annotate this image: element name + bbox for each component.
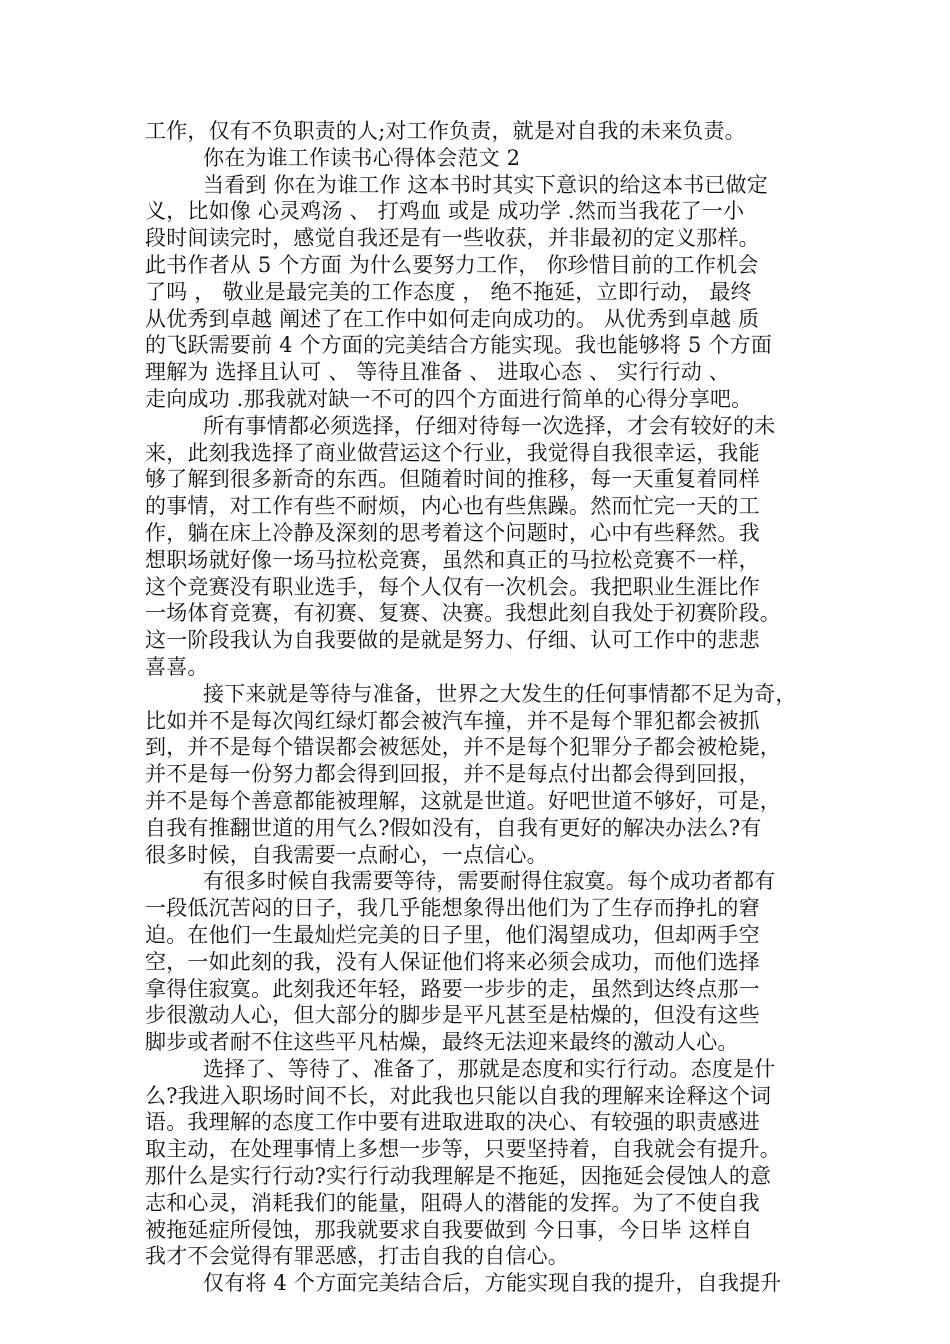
text-line: 作，躺在床上冷静及深刻的思考着这个问题时，心中有些释然。我	[145, 520, 760, 545]
text-line: 自我有推翻世道的用气么?假如没有，自我有更好的解决办法么?有	[145, 815, 762, 840]
text-line: 喜喜。	[145, 654, 209, 679]
document-body	[145, 118, 810, 1297]
text-line: 这个竞赛没有职业选手，每个人仅有一次机会。我把职业生涯比作	[145, 574, 760, 599]
text-line: 工作，仅有不负职责的人;对工作负责，就是对自我的未来负责。	[145, 119, 746, 143]
text-line: 并不是每一份努力都会得到回报，并不是每点付出都会得到回报，	[145, 762, 760, 787]
text-line: 你在为谁工作读书心得体会范文 2	[203, 145, 521, 170]
text-line: 所有事情都必须选择，仔细对待每一次选择，才会有较好的未	[203, 413, 776, 438]
text-line: 走向成功 .那我就对缺一不可的四个方面进行简单的心得分享吧。	[145, 386, 753, 411]
text-line: 够了解到很多新奇的东西。但随着时间的推移，每一天重复着同样	[145, 467, 760, 492]
text-line: 比如并不是每次闯红绿灯都会被汽车撞，并不是每个罪犯都会被抓	[145, 708, 760, 733]
text-line: 仅有将 4 个方面完美结合后，方能实现自我的提升，自我提升	[203, 1271, 782, 1296]
text-line: 被拖延症所侵蚀，那我就要求自我要做到 今日事，今日毕 这样自	[145, 1217, 753, 1242]
text-line: 迫。在他们一生最灿烂完美的日子里，他们渴望成功，但却两手空	[145, 922, 760, 947]
text-line: 从优秀到卓越 阐述了在工作中如何走向成功的。 从优秀到卓越 质	[145, 306, 760, 331]
text-line: 拿得住寂寞。此刻我还年轻，路要一步步的走，虽然到达终点那一	[145, 976, 760, 1001]
text-line: 的事情，对工作有些不耐烦，内心也有些焦躁。然而忙完一天的工	[145, 494, 760, 519]
text-line: 脚步或者耐不住这些平凡枯燥，最终无法迎来最终的激动人心。	[145, 1030, 739, 1055]
text-line: 有很多时候自我需要等待，需要耐得住寂寞。每个成功者都有	[203, 869, 776, 894]
text-line: 的飞跃需要前 4 个方面的完美结合方能实现。我也能够将 5 个方面	[145, 333, 773, 358]
text-line: 空，一如此刻的我，没有人保证他们将来必须会成功，而他们选择	[145, 949, 760, 974]
text-line: 取主动，在处理事情上多想一步等，只要坚持着，自我就会有提升。	[145, 1137, 781, 1162]
text-line: 一场体育竞赛，有初赛、复赛、决赛。我想此刻自我处于初赛阶段。	[145, 601, 781, 626]
text-line: 么?我进入职场时间不长，对此我也只能以自我的理解来诠释这个词	[145, 1083, 772, 1108]
text-line: 到，并不是每个错误都会被惩处，并不是每个犯罪分子都会被枪毙，	[145, 735, 781, 760]
text-line: 选择了、等待了、准备了，那就是态度和实行行动。态度是什	[203, 1056, 776, 1081]
text-line: 义，比如像 心灵鸡汤 、 打鸡血 或是 成功学 .然而当我花了一小	[145, 199, 745, 224]
text-line: 并不是每个善意都能被理解，这就是世道。好吧世道不够好，可是，	[145, 788, 781, 813]
text-line: 此书作者从 5 个方面 为什么要努力工作， 你珍惜目前的工作机会	[145, 252, 759, 277]
text-line: 了吗 ， 敬业是最完美的工作态度 ， 绝不拖延，立即行动， 最终	[145, 279, 752, 304]
text-line: 来，此刻我选择了商业做营运这个行业，我觉得自我很幸运，我能	[145, 440, 760, 465]
text-line: 语。我理解的态度工作中要有进取进取的决心、有较强的职责感进	[145, 1110, 760, 1135]
text-line: 接下来就是等待与准备，世界之大发生的任何事情都不足为奇，	[203, 681, 797, 706]
text-line: 步很激动人心，但大部分的脚步是平凡甚至是枯燥的，但没有这些	[145, 1003, 760, 1028]
text-line: 那什么是实行行动?实行行动我理解是不拖延，因拖延会侵蚀人的意	[145, 1164, 772, 1189]
text-line: 志和心灵，消耗我们的能量，阻碍人的潜能的发挥。为了不使自我	[145, 1190, 760, 1215]
text-line: 当看到 你在为谁工作 这本书时其实下意识的给这本书已做定	[203, 172, 768, 197]
text-line: 这一阶段我认为自我要做的是就是努力、仔细、认可工作中的悲悲	[145, 628, 760, 653]
text-line: 很多时候，自我需要一点耐心，一点信心。	[145, 842, 548, 867]
text-line: 我才不会觉得有罪恶感，打击自我的自信心。	[145, 1244, 569, 1269]
text-line: 想职场就好像一场马拉松竞赛，虽然和真正的马拉松竞赛不一样，	[145, 547, 760, 572]
text-line: 理解为 选择且认可 、 等待且准备 、 进取心态 、 实行行动 、	[145, 360, 730, 385]
text-line: 一段低沉苦闷的日子，我几乎能想象得出他们为了生存而挣扎的窘	[145, 896, 760, 921]
text-line: 段时间读完时，感觉自我还是有一些收获，并非最初的定义那样。	[145, 226, 760, 251]
